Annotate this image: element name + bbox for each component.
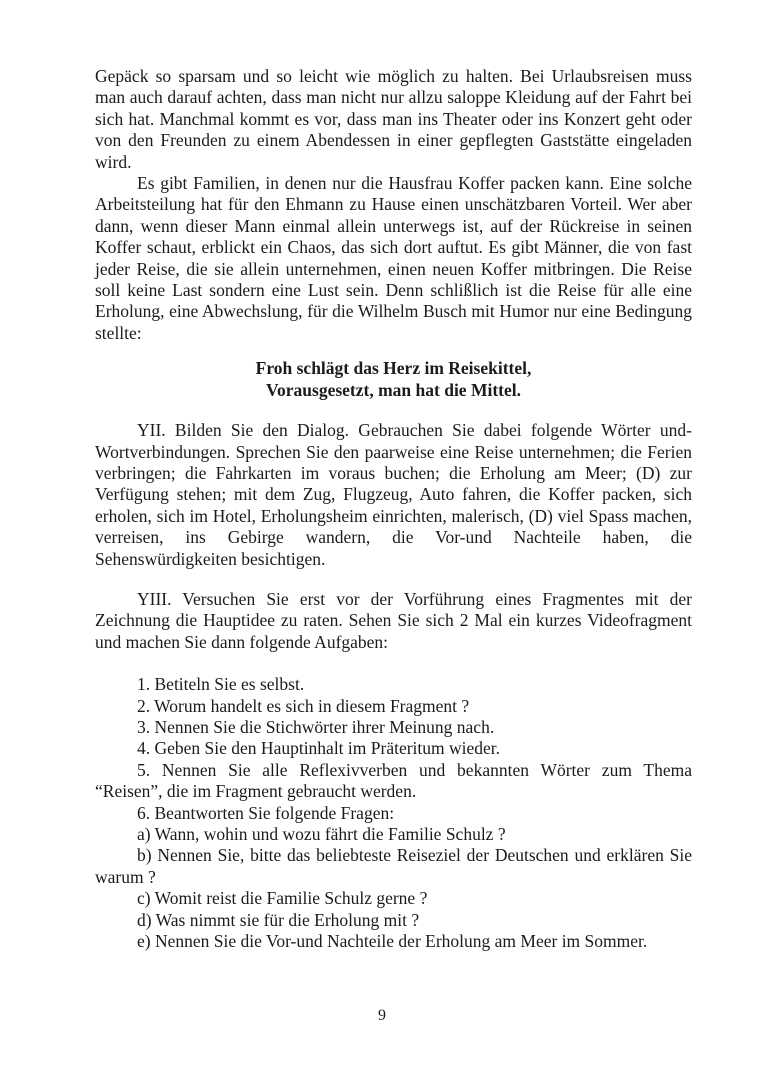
body-paragraph: Gepäck so sparsam und so leicht wie möglich zu halten. Bei Urlaubsreisen muss man auch darauf achten, dass man nicht nur allzu saloppe Kleidung auf der Fahrt bei sich hat. Manchmal kommt es vor, dass man ins Theater oder ins Konzert geht oder von den Freunden zu einem Abendessen in einer gepflegten Gaststätte eingeladen wird. — [95, 66, 692, 172]
task-item: 5. Nennen Sie alle Reflexivverben und bekannten Wörter zum Thema “Reisen”, die im Fragment gebraucht werden. — [95, 759, 692, 802]
body-paragraph: Es gibt Familien, in denen nur die Hausfrau Koffer packen kann. Eine solche Arbeitsteilung hat für den Ehmann zu Hause einen unschätzbaren Vorteil. Wer aber dann, wenn dieser Mann einmal allein unterwegs ist, auf der Rückreise in seinen Koffer schaut, erblickt ein Chaos, das sich dort auftut. Es gibt Männer, die von fast jeder Reise, die sie allein unternehmen, einen neuen Koffer mitbringen. Die Reise soll keine Last sondern eine Lust sein. Denn schlißlich ist die Reise für alle eine Erholung, eine Abwechslung, für die Wilhelm Busch mit Humor nur eine Bedingung stellte: — [95, 173, 692, 343]
task-item: 3. Nennen Sie die Stichwörter ihrer Meinung nach. — [137, 716, 495, 737]
verse-line: Froh schlägt das Herz im Reisekittel, — [255, 358, 532, 379]
question-item: d) Was nimmt sie für die Erholung mit ? — [137, 909, 420, 930]
question-item: e) Nennen Sie die Vor-und Nachteile der Erholung am Meer im Sommer. — [137, 931, 648, 952]
exercise-7-paragraph: YII. Bilden Sie den Dialog. Gebrauchen Sie dabei folgende Wörter und-Wortverbindungen. Sprechen Sie den paarweise eine Reise unternehmen; die Ferien verbringen; die Fahrkarten im voraus buchen; die Erholung am Meer; (D) zur Verfügung stehen; mit dem Zug, Flugzeug, Auto fahren, die Koffer packen, sich erholen, sich im Hotel, Erholungsheim einrichten, malerisch, (D) viel Spass machen, verreisen, ins Gebirge wandern, die Vor-und Nachteile haben, die Sehenswürdigkeiten besichtigen. — [95, 420, 692, 569]
verse-quote — [95, 358, 692, 401]
verse-line: Vorausgesetzt, man hat die Mittel. — [265, 379, 521, 400]
task-item: 2. Worum handelt es sich in diesem Fragment ? — [137, 695, 470, 716]
task-item: 1. Betiteln Sie es selbst. — [137, 674, 305, 695]
task-item: 4. Geben Sie den Hauptinhalt im Präteritum wieder. — [137, 738, 501, 759]
question-item: b) Nennen Sie, bitte das beliebteste Reiseziel der Deutschen und erklären Sie warum ? — [95, 845, 692, 887]
page-number: 9 — [378, 1007, 386, 1024]
exercise-8-paragraph: YIII. Versuchen Sie erst vor der Vorführung eines Fragmentes mit der Zeichnung die Hauptidee zu raten. Sehen Sie sich 2 Mal ein kurzes Videofragment und machen Sie dann folgende Aufgaben: — [95, 588, 692, 652]
question-item: c) Womit reist die Familie Schulz gerne ? — [137, 888, 428, 909]
task-list — [95, 674, 692, 952]
question-item: a) Wann, wohin und wozu fährt die Familie Schulz ? — [137, 824, 506, 844]
text-block — [95, 66, 692, 952]
task-item: 6. Beantworten Sie folgende Fragen: — [137, 802, 395, 823]
